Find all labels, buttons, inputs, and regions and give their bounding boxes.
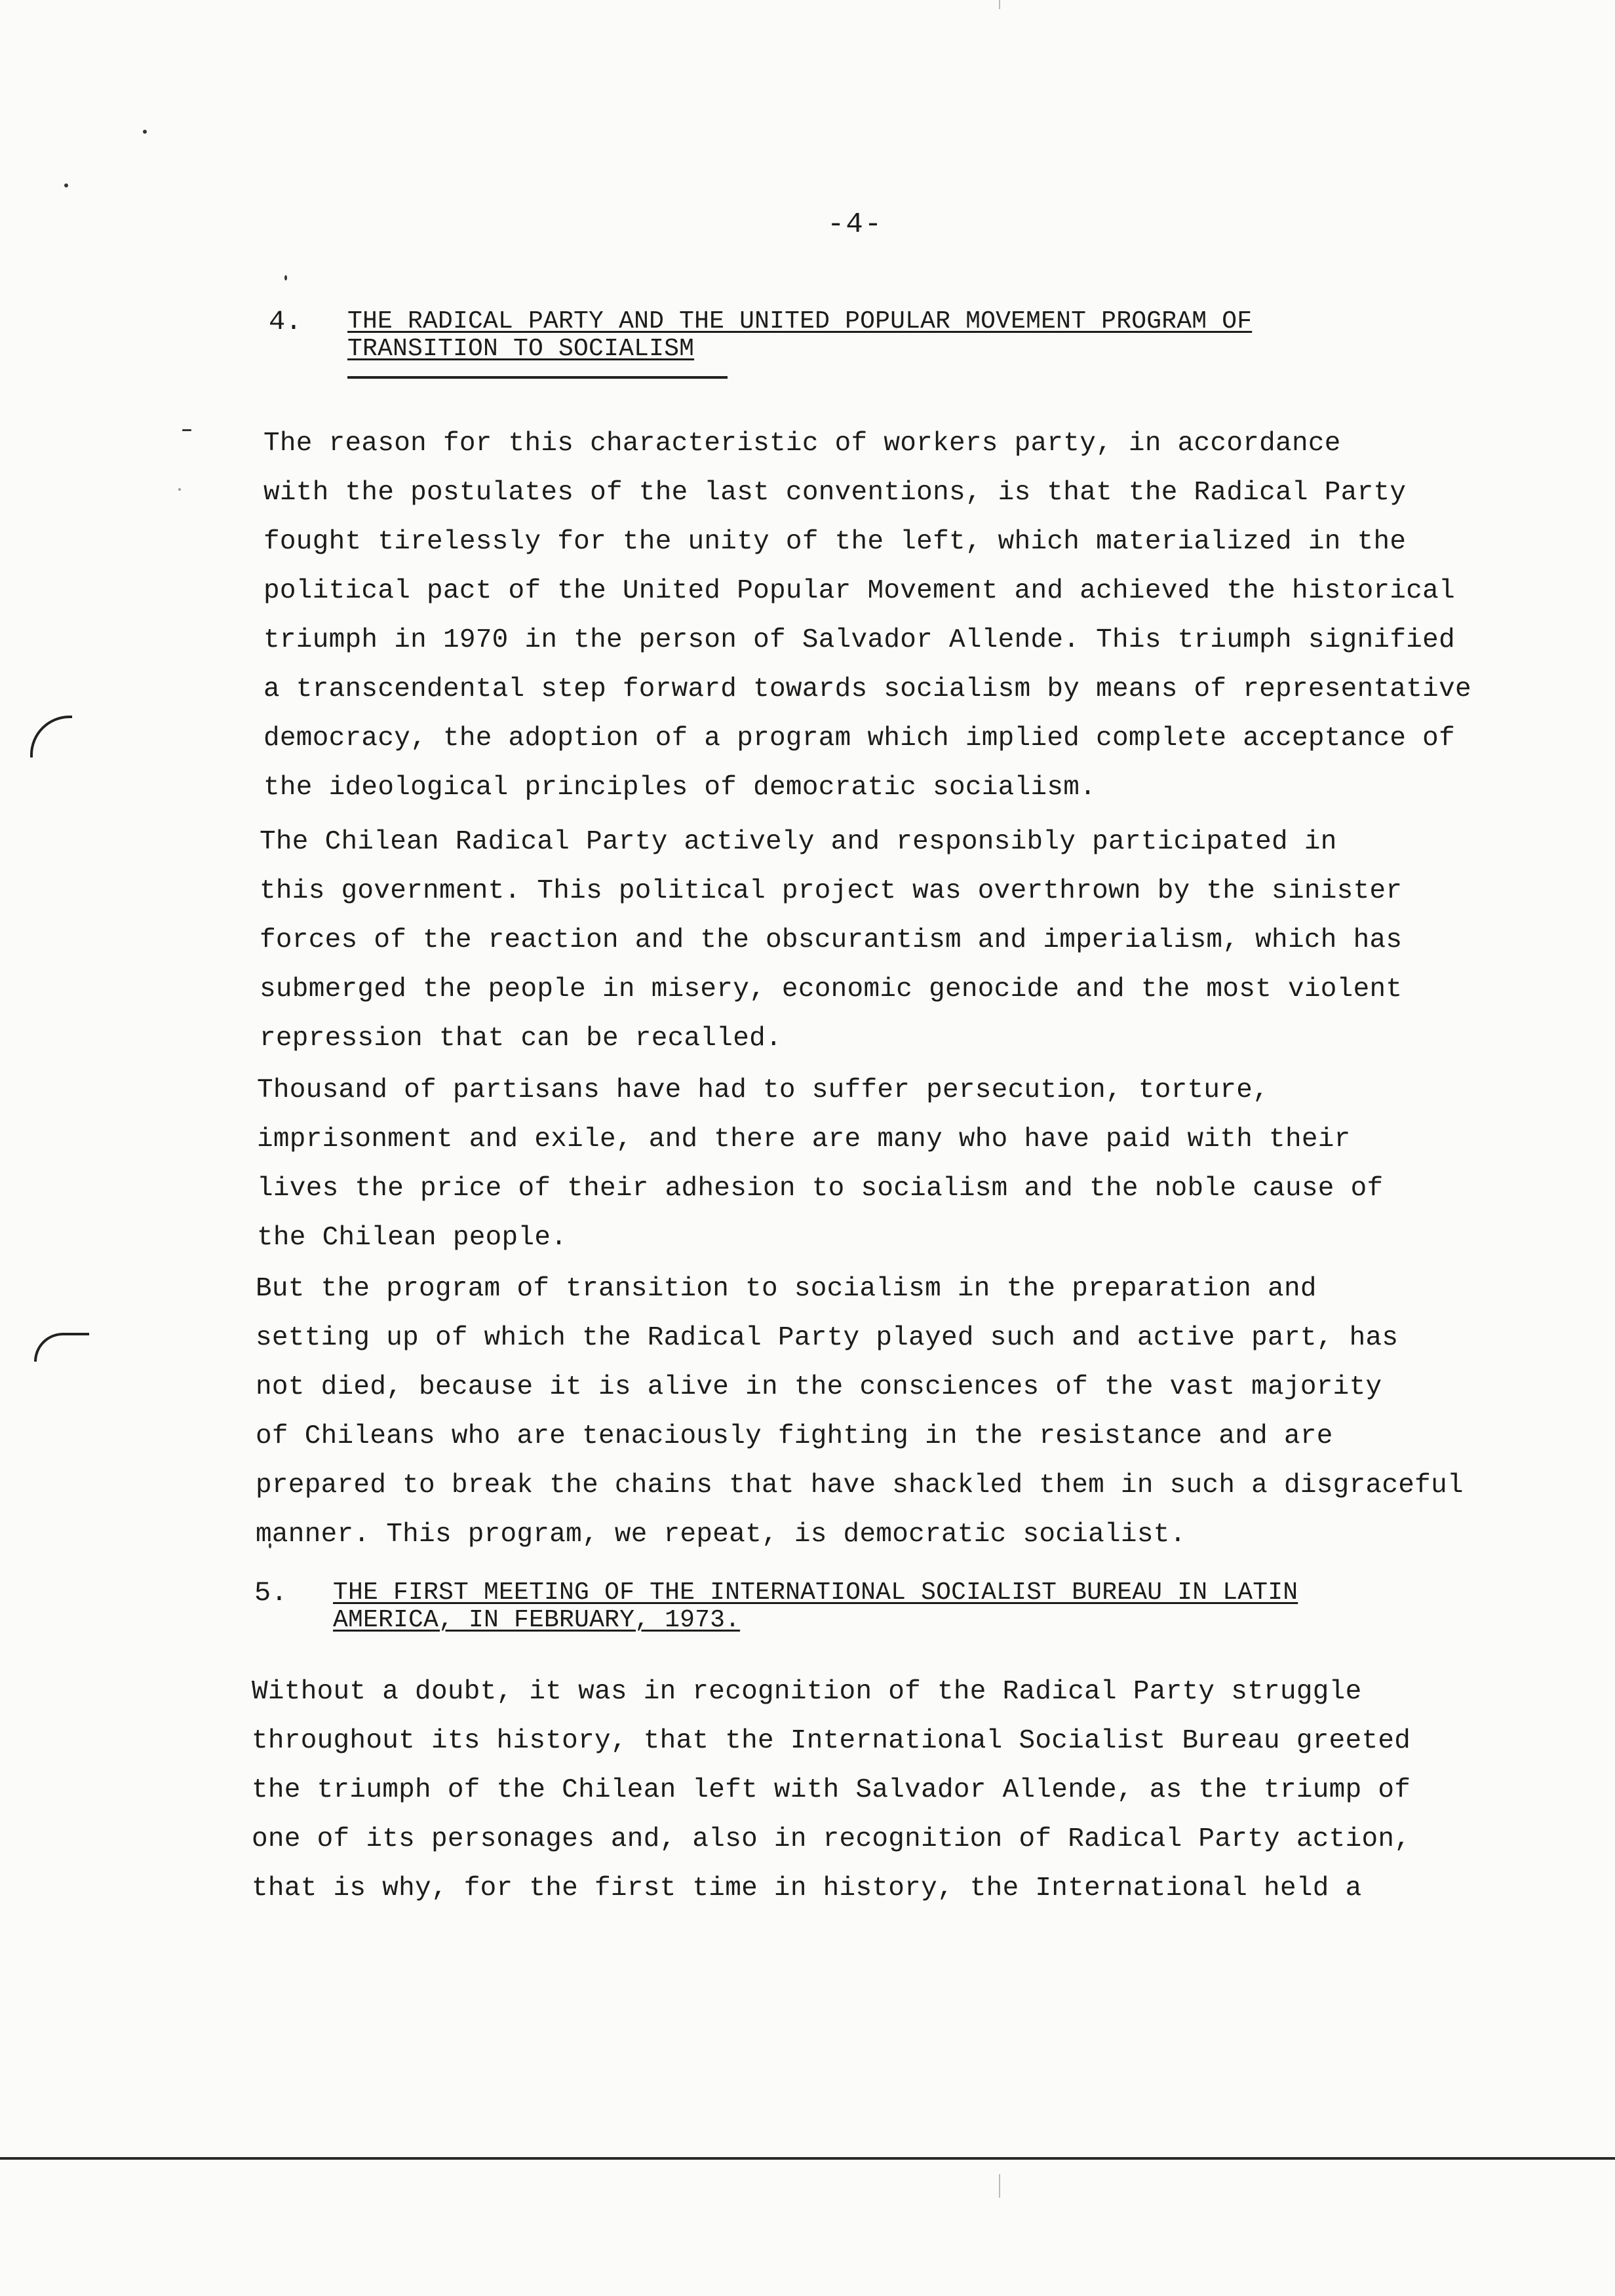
paragraph-1: The reason for this characteristic of workers party, in accordance with the postulates of the last conventions, is that the Radical Party fought tirelessly for the unity of the left, which materialized in the political pact of the United Popular Movement and achieved the historical triumph in 1970 in the person of Salvador Allende. This triumph signified a transcendental step forward towards socialism by means of representative democracy, the adoption of a program which implied complete acceptance of the ideological principles of democratic socialism. (263, 429, 1471, 803)
scan-bracket-mark (30, 716, 72, 757)
paragraph-4: But the program of transition to socialism in the preparation and setting up of which the Radical Party played such and active part, has not died, because it is alive in the consciences of the vast majority of Chileans who are tenaciously fighting in the resistance and are prepared to break the chains that have shackled them in such a disgraceful manner. This program, we repeat, is democratic socialist. (256, 1274, 1464, 1550)
scan-dot (64, 183, 68, 187)
scan-dot (182, 429, 191, 431)
section-4-number: 4. (269, 306, 302, 337)
section-4-heading (269, 308, 1383, 373)
scan-bottom-edge-line (0, 2157, 1615, 2160)
section-4-title: THE RADICAL PARTY AND THE UNITED POPULAR MOVEMENT PROGRAM OF TRANSITION TO SOCIALISM (347, 307, 1253, 363)
paragraph-2: The Chilean Radical Party actively and responsibly participated in this government. This political project was overthrown by the sinister forces of the reaction and the obscurantism and imperialism, which has submerged the people in misery, economic genocide and the most violent repression that can be recalled. (260, 827, 1403, 1054)
paragraph-3: Thousand of partisans have had to suffer persecution, torture, imprisonment and exile, and there are many who have paid with their lives the price of their adhesion to socialism and the noble cause of the Chilean people. (257, 1075, 1384, 1253)
scan-tick (999, 0, 1000, 9)
section-5-number: 5. (254, 1577, 288, 1609)
scan-dot (178, 488, 181, 491)
scan-dot (143, 130, 147, 134)
paragraph-5: Without a doubt, it was in recognition of the Radical Party struggle throughout its history, that the International Socialist Bureau greeted the triumph of the Chilean left with Salvador Allende, as the triump of one of its personages and, also in recognition of Radical Party action, that is why, for the first time in history, the International held a (252, 1677, 1411, 1904)
scan-dot (284, 275, 287, 280)
scan-tick (999, 2174, 1000, 2198)
scan-bracket-mark (34, 1333, 89, 1362)
page-number: -4- (827, 208, 884, 241)
section-5-heading (254, 1579, 1408, 1645)
section-4-double-underline (347, 376, 728, 379)
section-5-title: THE FIRST MEETING OF THE INTERNATIONAL SOCIALIST BUREAU IN LATIN AMERICA, IN FEBRUARY, 1973. (333, 1578, 1298, 1634)
